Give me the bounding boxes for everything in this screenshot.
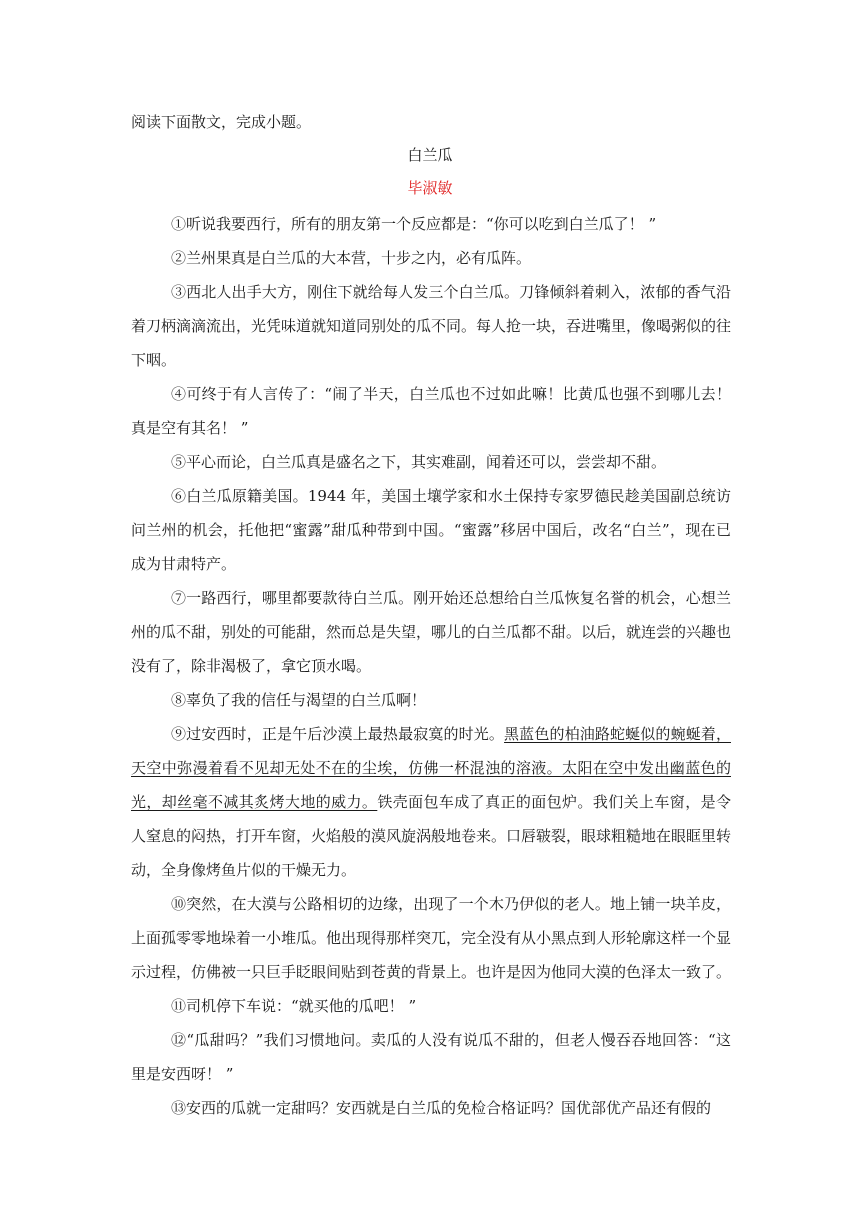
essay-title: 白兰瓜 (407, 146, 453, 164)
paragraph-3: ③西北人出手大方，刚住下就给每人发三个白兰瓜。刀锋倾斜着刺入，浓郁的香气沿着刀柄滴滴流出，光凭味道就知道同别处的瓜不同。每人抢一块，吞进嘴里，像喝粥似的往下咽。 (131, 283, 732, 369)
paragraph-11: ⑪司机停下车说：“就买他的瓜吧！ ” (171, 997, 417, 1015)
paragraph-9-pre: ⑨过安西时，正是午后沙漠上最热最寂寞的时光。 (171, 725, 505, 743)
essay-author: 毕淑敏 (407, 179, 453, 197)
paragraph-6: ⑥白兰瓜原籍美国。1944 年，美国土壤学家和水土保持专家罗德民趁美国副总统访问兰州的机会，托他把“蜜露”甜瓜种带到中国。“蜜露”移居中国后，改名“白兰”，现在已成为甘肃特产。 (131, 487, 731, 573)
paragraph-8: ⑧辜负了我的信任与渴望的白兰瓜啊！ (171, 691, 427, 709)
paragraph-10: ⑩突然，在大漠与公路相切的边缘，出现了一个木乃伊似的老人。地上铺一块羊皮，上面孤零零地垛着一小堆瓜。他出现得那样突兀，完全没有从小黑点到人形轮廓这样一个显示过程，仿佛被一只巨手眨眼间贴到苍黄的背景上。也许是因为他同大漠的色泽太一致了。 (131, 895, 732, 981)
instruction-text: 阅读下面散文，完成小题。 (131, 113, 312, 131)
essay-body (131, 207, 731, 1125)
paragraph-7: ⑦一路西行，哪里都要款待白兰瓜。刚开始还总想给白兰瓜恢复名誉的机会，心想兰州的瓜不甜，别处的可能甜，然而总是失望，哪儿的白兰瓜都不甜。以后，就连尝的兴趣也没有了，除非渴极了，拿它顶水喝。 (131, 589, 732, 675)
paragraph-12: ⑫“瓜甜吗？”我们习惯地问。卖瓜的人没有说瓜不甜的，但老人慢吞吞地回答：“这里是安西呀！ ” (131, 1031, 731, 1083)
paragraph-9 (131, 717, 731, 887)
paragraph-1: ①听说我要西行，所有的朋友第一个反应都是：“你可以吃到白兰瓜了！ ” (171, 215, 657, 233)
paragraph-5: ⑤平心而论，白兰瓜真是盛名之下，其实难副，闻着还可以，尝尝却不甜。 (171, 453, 667, 471)
paragraph-13: ⑬安西的瓜就一定甜吗？安西就是白兰瓜的免检合格证吗？国优部优产品还有假的 (171, 1099, 712, 1117)
paragraph-2: ②兰州果真是白兰瓜的大本营，十步之内，必有瓜阵。 (171, 249, 532, 267)
paragraph-4: ④可终于有人言传了：“闹了半天，白兰瓜也不过如此嘛！比黄瓜也强不到哪儿去！真是空有其名！ ” (131, 385, 731, 437)
paragraph-9-post: 铁壳面包车成了真正的面包炉。我们关上车窗，是令人窒息的闷热，打开车窗，火焰般的漠风旋涡般地卷来。口唇皲裂，眼球粗糙地在眼眶里转动，全身像烤鱼片似的干燥无力。 (131, 793, 732, 879)
underlined-passage: 黑蓝色的柏油路蛇蜒似的蜿蜒着，天空中弥漫着看不见却无处不在的尘埃，仿佛一杯混浊的溶液。太阳在空中发出幽蓝色的光，却丝毫不减其炙烤大地的威力。 (131, 725, 731, 811)
